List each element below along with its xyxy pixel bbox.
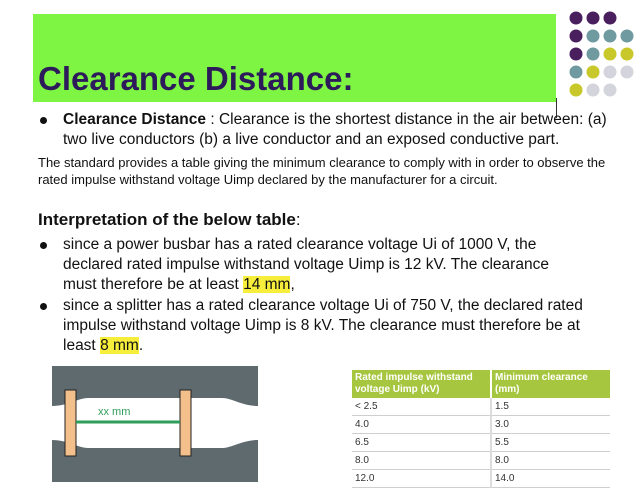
decorative-dot: [587, 48, 600, 61]
decorative-dot: [604, 66, 617, 79]
header-impulse-voltage: Rated impulse withstand voltage Uimp (kV): [352, 370, 491, 398]
busbar-highlight: 14 mm: [243, 276, 291, 293]
interpretation-heading-colon: :: [295, 210, 301, 229]
page-title-colon: :: [342, 60, 354, 97]
decorative-dot: [604, 48, 617, 61]
interpretation-heading: [38, 210, 301, 230]
definition-term: Clearance Distance: [63, 111, 207, 128]
decorative-dot: [604, 84, 617, 97]
right-insulator: [180, 390, 191, 456]
decorative-dot: [621, 48, 634, 61]
table-row: [352, 416, 610, 434]
decorative-dot: [604, 12, 617, 25]
clearance-label: xx mm: [98, 406, 131, 418]
table-cell: 1.5: [491, 398, 610, 416]
decorative-dot: [587, 66, 600, 79]
busbar-text-body: since a power busbar has a rated clearance voltage Ui of 1000 V, the declared rated impulse withstand voltage Uimp is 12 kV. The clearance must therefore be at least: [63, 236, 549, 293]
table-header-row: [352, 370, 610, 398]
table-cell: 4.0: [352, 416, 491, 434]
table-row: [352, 470, 610, 488]
upper-conductor: [52, 366, 258, 406]
left-insulator: [65, 390, 76, 456]
decorative-dot: [570, 66, 583, 79]
table-cell: 3.0: [491, 416, 610, 434]
clearance-diagram: [52, 366, 258, 482]
table-cell: 6.5: [352, 434, 491, 452]
decorative-dot: [621, 66, 634, 79]
table-cell: 14.0: [491, 470, 610, 488]
decorative-dot: [570, 48, 583, 61]
interpretation-heading-text: Interpretation of the below table: [38, 210, 296, 229]
header-min-clearance: Minimum clearance (mm): [491, 370, 610, 398]
table-row: [352, 434, 610, 452]
page-title: [38, 60, 354, 98]
splitter-text: [63, 296, 608, 356]
standard-paragraph: The standard provides a table giving the minimum clearance to comply with in order to observe the rated impulse withstand voltage Uimp declared by the manufacturer for a circuit.: [38, 155, 606, 187]
decorative-dot: [570, 30, 583, 43]
clearance-table: [352, 370, 610, 488]
decorative-dot: [570, 12, 583, 25]
table-cell: 8.0: [491, 452, 610, 470]
table-cell: 8.0: [352, 452, 491, 470]
splitter-text-end: .: [138, 337, 144, 354]
busbar-text: [63, 235, 583, 295]
table-cell: 5.5: [491, 434, 610, 452]
table-cell: 12.0: [352, 470, 491, 488]
definition-body: : Clearance is the shortest distance in the air between: (a) two live conductors (b) a live conductor and an exposed conductive part.: [63, 111, 607, 148]
splitter-text-body: since a splitter has a rated clearance voltage Ui of 750 V, the declared rated impulse withstand voltage Uimp is 8 kV. The clearance must therefore be at least: [63, 297, 583, 354]
decorative-dot: [587, 84, 600, 97]
decorative-dot: [587, 12, 600, 25]
decorative-dot: [587, 30, 600, 43]
bullet-dot: [40, 242, 47, 249]
table-row: [352, 452, 610, 470]
lower-conductor: [52, 440, 258, 482]
busbar-text-end: ,: [290, 276, 295, 293]
decorative-dot: [604, 30, 617, 43]
bullet-dot: [40, 117, 47, 124]
splitter-highlight: 8 mm: [100, 337, 139, 354]
decorative-dot: [621, 30, 634, 43]
definition-text: [63, 110, 635, 150]
table-cell: < 2.5: [352, 398, 491, 416]
bullet-dot: [40, 303, 47, 310]
page-title-text: Clearance Distance: [38, 60, 343, 97]
decorative-dot: [570, 84, 583, 97]
table-row: [352, 398, 610, 416]
